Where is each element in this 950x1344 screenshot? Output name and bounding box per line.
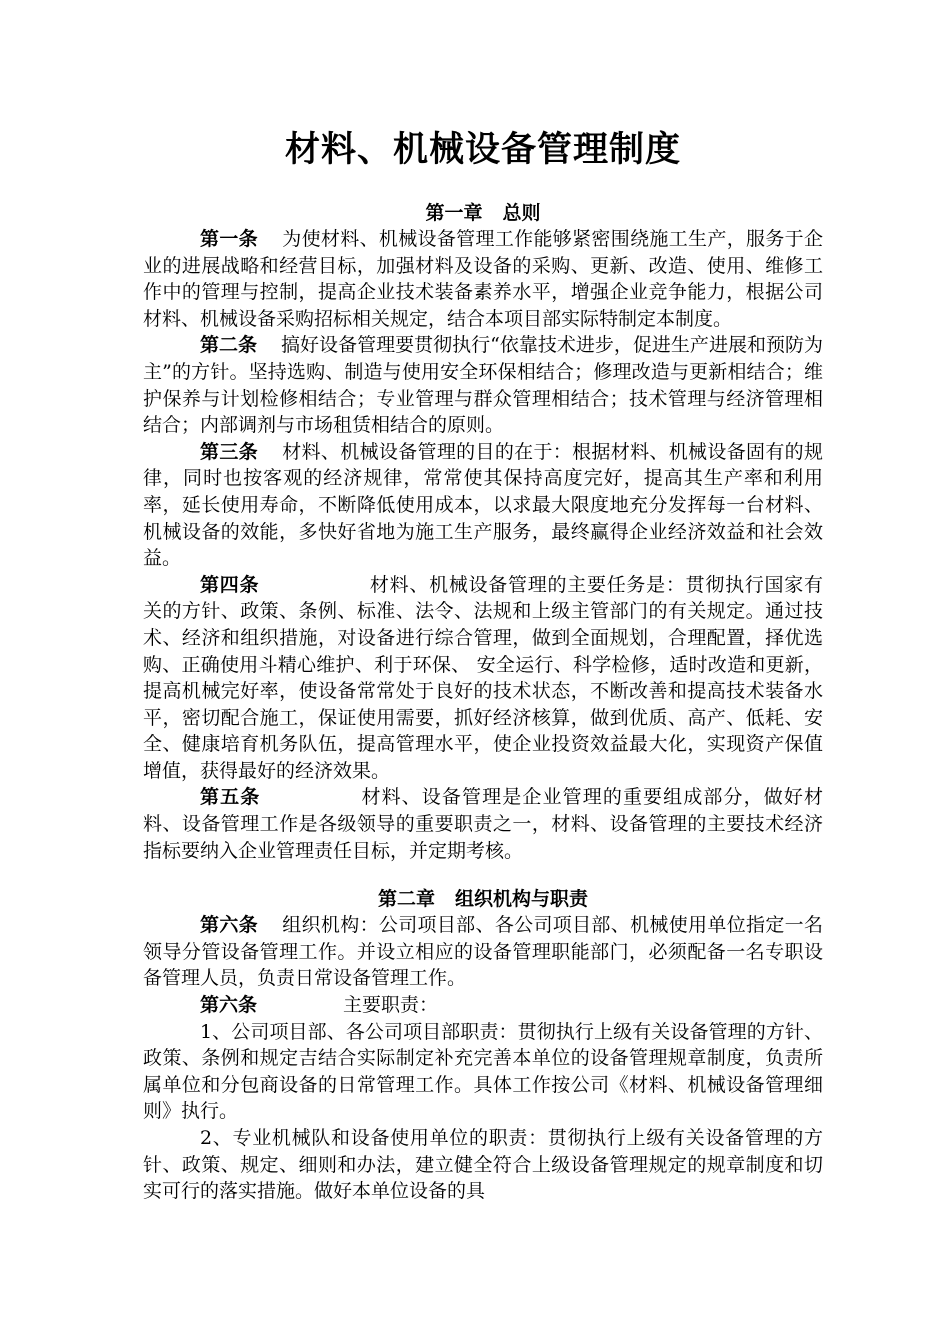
document-page xyxy=(143,120,823,1205)
duty-item-1 xyxy=(143,1019,823,1125)
article-label: 第二条 xyxy=(200,334,258,357)
chapter-1 xyxy=(143,200,823,864)
duty-item-2 xyxy=(143,1125,823,1205)
article-label: 第一条 xyxy=(200,228,258,250)
article-text: 材料、机械设备管理的主要任务是：贯彻执行国家有关的方针、政策、条例、标准、法令、法规和上级主管部门的有关规定。通过技术、经济和组织措施，对设备进行综合管理，做到全面规划，合理配置，择优选购、正确使用斗精心维护、利于环保、 安全运行、科学检修，适时改造和更新，提高机械完好率，使设备常常处于良好的技术状态，不断改善和提高技术装备水平，密切配合施工，保证使用需要，抓好经济核算，做到优质、高产、低耗、安全、健康培育机务队伍，提高管理水平，使企业投资效益最大化，实现资产保值增值，获得最好的经济效果。 xyxy=(143,573,823,782)
article-label: 第六条 xyxy=(200,914,258,937)
article-text: 材料、设备管理是企业管理的重要组成部分，做好材料、设备管理工作是各级领导的重要职责之一，材料、设备管理的主要技术经济指标要纳入企业管理责任目标，并定期考核。 xyxy=(143,786,823,862)
item-text: 2、专业机械队和设备使用单位的职责：贯彻执行上级有关设备管理的方针、政策、规定、细则和办法，建立健全符合上级设备管理规定的规章制度和切实可行的落实措施。做好本单位设备的具 xyxy=(143,1127,823,1203)
chapter-name: 总则 xyxy=(502,202,541,224)
article-6-duties xyxy=(143,992,823,1019)
article-text: 为使材料、机械设备管理工作能够紧密围绕施工生产，服务于企业的进展战略和经营目标，加强材料及设备的采购、更新、改造、使用、维修工作中的管理与控制，提高企业技术装备素养水平，增强企业竞争能力，根据公司材料、机械设备采购招标相关规定，结合本项目部实际特制定本制度。 xyxy=(143,228,823,330)
article-3 xyxy=(143,439,823,572)
item-text: 1、公司项目部、各公司项目部职责：贯彻执行上级有关设备管理的方针、政策、条例和规定吉结合实际制定补充完善本单位的设备管理规章制度，负责所属单位和分包商设备的日常管理工作。具体工作按公司《材料、机械设备管理细则》执行。 xyxy=(143,1020,823,1123)
chapter-number: 第一章 xyxy=(425,202,483,224)
chapter-heading xyxy=(143,886,823,912)
article-label: 第四条 xyxy=(200,573,260,596)
article-5 xyxy=(143,784,823,864)
chapter-2 xyxy=(143,886,823,1205)
article-label: 第三条 xyxy=(200,440,258,463)
article-label: 第五条 xyxy=(200,786,261,809)
article-label: 第六条 xyxy=(200,994,258,1017)
chapter-name: 组织机构与职责 xyxy=(455,888,589,911)
article-text: 搞好设备管理要贯彻执行“依靠技术进步，促进生产进展和预防为主”的方针。坚持选购、制造与使用安全环保相结合；修理改造与更新相结合；维护保养与计划检修相结合；专业管理与群众管理相结合；技术管理与经济管理相结合；内部调剂与市场租赁相结合的原则。 xyxy=(143,334,823,437)
article-2 xyxy=(143,332,823,438)
article-text: 材料、机械设备管理的目的在于：根据材料、机械设备固有的规律，同时也按客观的经济规律，常常使其保持高度完好，提高其生产率和利用率，延长使用寿命，不断降低使用成本，以求最大限度地充分发挥每一台材料、机械设备的效能，多快好省地为施工生产服务，最终赢得企业经济效益和社会效益。 xyxy=(143,440,823,570)
chapter-number: 第二章 xyxy=(377,888,435,911)
chapter-heading xyxy=(143,200,823,226)
article-4 xyxy=(143,572,823,785)
article-text: 组织机构：公司项目部、各公司项目部、机械使用单位指定一名领导分管设备管理工作。并设立相应的设备管理职能部门，必须配备一名专职设备管理人员，负责日常设备管理工作。 xyxy=(143,914,823,990)
document-title: 材料、机械设备管理制度 xyxy=(284,130,681,170)
article-6-organization xyxy=(143,912,823,992)
article-text: 主要职责： xyxy=(343,994,439,1017)
article-1 xyxy=(143,226,823,332)
